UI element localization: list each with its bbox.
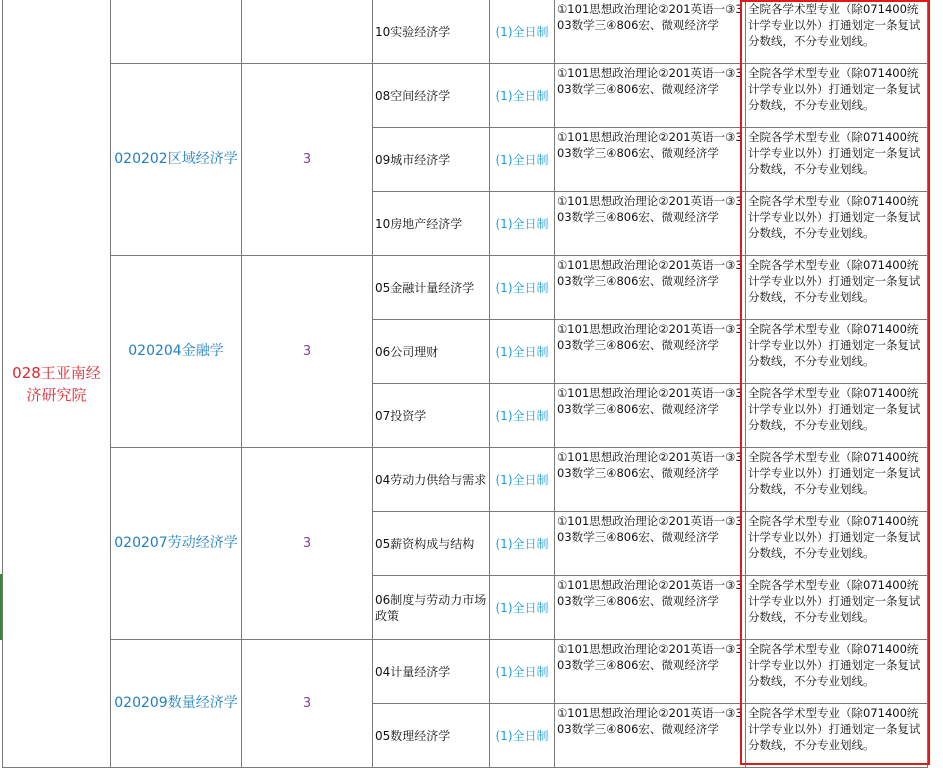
- major-cell: 020202区域经济学: [111, 64, 242, 256]
- admissions-table: [2, 0, 928, 768]
- study-mode-cell: (1)全日制: [490, 128, 555, 192]
- remarks-cell: 全院各学术型专业（除071400统计学专业以外）打通划定一条复试分数线，不分专业划线。: [746, 704, 928, 768]
- table-row: [3, 448, 928, 512]
- major-cell: 020209数量经济学: [111, 640, 242, 768]
- quota-cell: 3: [242, 64, 373, 256]
- exam-subjects-cell: ①101思想政治理论②201英语一③303数学三④806宏、微观经济学: [555, 576, 746, 640]
- direction-cell: 09城市经济学: [373, 128, 490, 192]
- remarks-cell: 全院各学术型专业（除071400统计学专业以外）打通划定一条复试分数线，不分专业划线。: [746, 256, 928, 320]
- remarks-cell: 全院各学术型专业（除071400统计学专业以外）打通划定一条复试分数线，不分专业划线。: [746, 512, 928, 576]
- exam-subjects-cell: ①101思想政治理论②201英语一③303数学三④806宏、微观经济学: [555, 64, 746, 128]
- study-mode-cell: (1)全日制: [490, 320, 555, 384]
- study-mode-cell: (1)全日制: [490, 64, 555, 128]
- study-mode-cell: (1)全日制: [490, 576, 555, 640]
- direction-cell: 06制度与劳动力市场政策: [373, 576, 490, 640]
- remarks-cell: 全院各学术型专业（除071400统计学专业以外）打通划定一条复试分数线，不分专业划线。: [746, 448, 928, 512]
- direction-cell: 04计量经济学: [373, 640, 490, 704]
- table-row: [3, 640, 928, 704]
- study-mode-cell: (1)全日制: [490, 512, 555, 576]
- study-mode-cell: (1)全日制: [490, 640, 555, 704]
- remarks-cell: 全院各学术型专业（除071400统计学专业以外）打通划定一条复试分数线，不分专业划线。: [746, 320, 928, 384]
- exam-subjects-cell: ①101思想政治理论②201英语一③303数学三④806宏、微观经济学: [555, 192, 746, 256]
- major-cell: [111, 0, 242, 64]
- remarks-cell: 全院各学术型专业（除071400统计学专业以外）打通划定一条复试分数线，不分专业划线。: [746, 64, 928, 128]
- table-row: [3, 0, 928, 64]
- direction-cell: 05薪资构成与结构: [373, 512, 490, 576]
- study-mode-cell: (1)全日制: [490, 448, 555, 512]
- quota-cell: 3: [242, 448, 373, 640]
- study-mode-cell: (1)全日制: [490, 192, 555, 256]
- exam-subjects-cell: ①101思想政治理论②201英语一③303数学三④806宏、微观经济学: [555, 640, 746, 704]
- exam-subjects-cell: ①101思想政治理论②201英语一③303数学三④806宏、微观经济学: [555, 256, 746, 320]
- exam-subjects-cell: ①101思想政治理论②201英语一③303数学三④806宏、微观经济学: [555, 128, 746, 192]
- table-row: [3, 256, 928, 320]
- remarks-cell: 全院各学术型专业（除071400统计学专业以外）打通划定一条复试分数线，不分专业划线。: [746, 576, 928, 640]
- college-cell: 028王亚南经济研究院: [3, 0, 111, 768]
- direction-cell: 07投资学: [373, 384, 490, 448]
- direction-cell: 10房地产经济学: [373, 192, 490, 256]
- study-mode-cell: (1)全日制: [490, 384, 555, 448]
- study-mode-cell: (1)全日制: [490, 0, 555, 64]
- direction-cell: 06公司理财: [373, 320, 490, 384]
- quota-cell: 3: [242, 256, 373, 448]
- exam-subjects-cell: ①101思想政治理论②201英语一③303数学三④806宏、微观经济学: [555, 512, 746, 576]
- direction-cell: 08空间经济学: [373, 64, 490, 128]
- exam-subjects-cell: ①101思想政治理论②201英语一③303数学三④806宏、微观经济学: [555, 704, 746, 768]
- major-cell: 020207劳动经济学: [111, 448, 242, 640]
- study-mode-cell: (1)全日制: [490, 256, 555, 320]
- direction-cell: 10实验经济学: [373, 0, 490, 64]
- direction-cell: 04劳动力供给与需求: [373, 448, 490, 512]
- exam-subjects-cell: ①101思想政治理论②201英语一③303数学三④806宏、微观经济学: [555, 384, 746, 448]
- remarks-cell: 全院各学术型专业（除071400统计学专业以外）打通划定一条复试分数线，不分专业划线。: [746, 384, 928, 448]
- remarks-cell: 全院各学术型专业（除071400统计学专业以外）打通划定一条复试分数线，不分专业划线。: [746, 0, 928, 64]
- direction-cell: 05数理经济学: [373, 704, 490, 768]
- major-cell: 020204金融学: [111, 256, 242, 448]
- remarks-cell: 全院各学术型专业（除071400统计学专业以外）打通划定一条复试分数线，不分专业划线。: [746, 192, 928, 256]
- table-row: [3, 64, 928, 128]
- quota-cell: [242, 0, 373, 64]
- remarks-cell: 全院各学术型专业（除071400统计学专业以外）打通划定一条复试分数线，不分专业划线。: [746, 640, 928, 704]
- direction-cell: 05金融计量经济学: [373, 256, 490, 320]
- remarks-cell: 全院各学术型专业（除071400统计学专业以外）打通划定一条复试分数线，不分专业划线。: [746, 128, 928, 192]
- quota-cell: 3: [242, 640, 373, 768]
- study-mode-cell: (1)全日制: [490, 704, 555, 768]
- exam-subjects-cell: ①101思想政治理论②201英语一③303数学三④806宏、微观经济学: [555, 320, 746, 384]
- exam-subjects-cell: ①101思想政治理论②201英语一③303数学三④806宏、微观经济学: [555, 0, 746, 64]
- exam-subjects-cell: ①101思想政治理论②201英语一③303数学三④806宏、微观经济学: [555, 448, 746, 512]
